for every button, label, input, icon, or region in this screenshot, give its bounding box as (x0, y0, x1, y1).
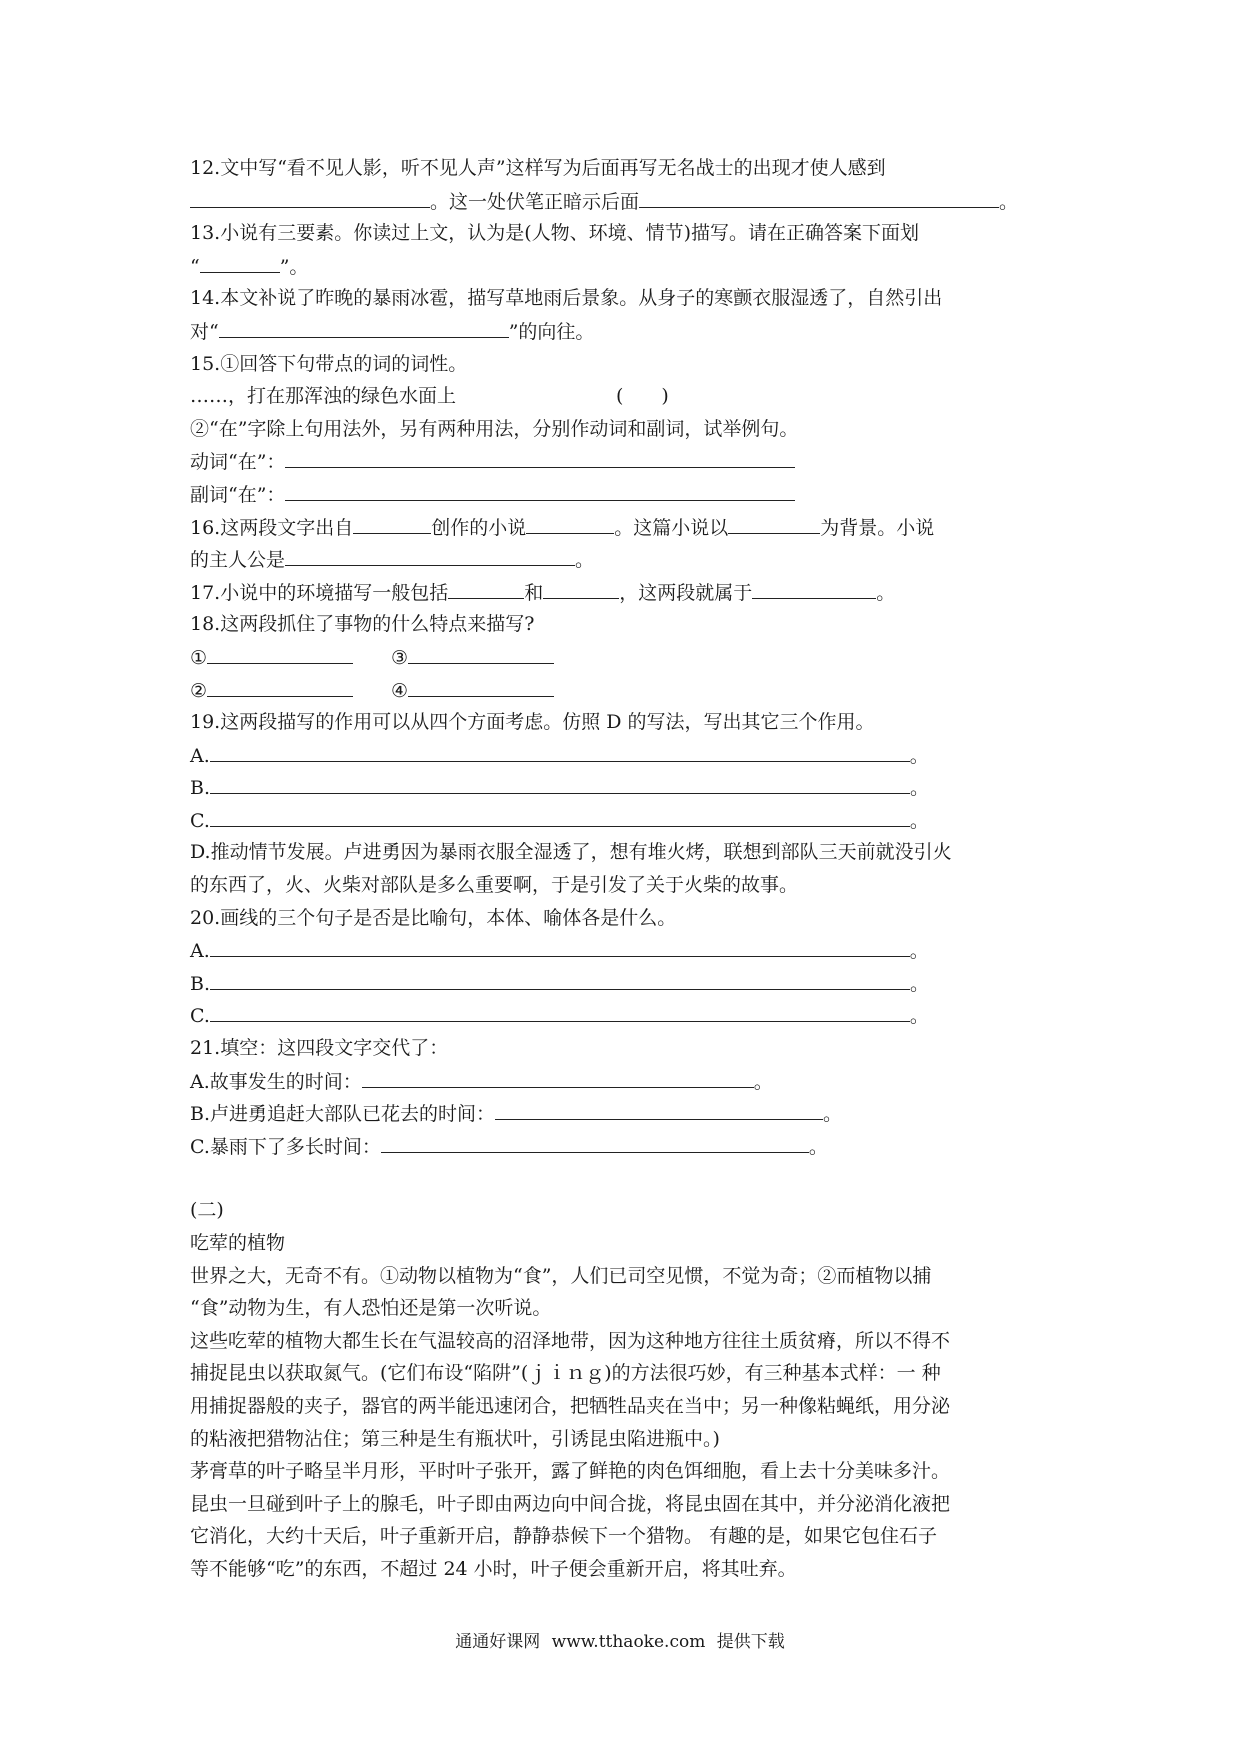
article-line: 用捕捉器般的夹子，器官的两半能迅速闭合，把牺牲品夹在当中；另一种像粘蝇纸，用分泌 (190, 1394, 951, 1417)
q15-answer-paren[interactable]: ( ) (616, 385, 669, 408)
q17-text-c: ，这两段就属于 (619, 581, 753, 604)
q15-line3: ②“在”字除上句用法外，另有两种用法，分别作动词和副词，试举例句。 (190, 417, 799, 440)
q21-line1: 21.填空：这四段文字交代了： (190, 1037, 449, 1060)
answer-blank[interactable] (210, 967, 910, 990)
option-c-label: C. (190, 1005, 210, 1028)
answer-blank[interactable] (728, 511, 820, 534)
article-line: 这些吃荤的植物大都生长在气温较高的沼泽地带，因为这种地方往往土质贫瘠，所以不得不 (190, 1329, 951, 1352)
period: 。 (823, 1103, 843, 1126)
period: 。 (910, 777, 930, 800)
q20-b (190, 967, 1060, 1000)
answer-blank[interactable] (639, 185, 999, 208)
q20-line1: 20.画线的三个句子是否是比喻句，本体、喻体各是什么。 (190, 906, 677, 929)
q16-text-f: 。 (575, 549, 595, 572)
answer-blank[interactable] (495, 1097, 823, 1120)
article-line: 昆虫一旦碰到叶子上的腺毛，叶子即由两边向中间合拢，将昆虫固在其中，并分泌消化液把 (190, 1492, 951, 1515)
article-line: 世界之大，无奇不有。①动物以植物为“食”，人们已司空见惯，不觉为奇；②而植物以捕 (190, 1264, 932, 1287)
article-title: 吃荤的植物 (190, 1232, 286, 1254)
q14-line2 (190, 315, 1060, 348)
footer-url[interactable]: www.tthaoke.com (551, 1632, 706, 1652)
q21-c-label: C.暴雨下了多长时间： (190, 1135, 381, 1158)
q12-line2 (190, 185, 1060, 218)
q16-text-c: 。这篇小说以 (614, 516, 729, 539)
q19-c (190, 804, 1060, 837)
period: 。 (808, 1135, 828, 1158)
marker-4: ④ (391, 679, 409, 702)
answer-blank[interactable] (285, 445, 795, 468)
q18-row2 (190, 674, 1060, 707)
period: 。 (909, 744, 929, 767)
article-line: 捕捉昆虫以获取氮气。(它们布设“陷阱”(ｊｉｎｇ)的方法很巧妙，有三种基本式样：一 种 (190, 1362, 941, 1385)
q12-mid-text: 。这一处伏笔正暗示后面 (430, 190, 640, 213)
verb-label: 动词“在”： (190, 451, 286, 474)
answer-blank[interactable] (362, 1065, 754, 1088)
period: 。 (909, 809, 929, 832)
q16-text-a: 16.这两段文字出自 (190, 516, 354, 539)
q16-line2 (190, 543, 1060, 576)
answer-blank[interactable] (285, 478, 795, 501)
marker-1: ① (190, 646, 208, 669)
page-footer (0, 1630, 1240, 1654)
q15-verb-line (190, 445, 1060, 478)
q14-pre-text: 对“ (190, 320, 219, 343)
answer-blank[interactable] (543, 576, 619, 599)
answer-blank[interactable] (190, 185, 430, 208)
q16-line1 (190, 511, 1060, 544)
article-line: 的粘液把猎物沾住；第三种是生有瓶状叶，引诱昆虫陷进瓶中。) (190, 1427, 720, 1450)
q17-text-a: 17.小说中的环境描写一般包括 (190, 581, 449, 604)
q13-line2 (190, 250, 1060, 283)
answer-blank[interactable] (210, 739, 910, 762)
q20-a (190, 934, 1060, 967)
q17-line (190, 576, 1060, 609)
section-heading: (二) (190, 1199, 224, 1222)
q19-a (190, 739, 1060, 772)
q13-line1: 13.小说有三要素。你读过上文，认为是(人物、环境、情节)描写。请在正确答案下面划 (190, 222, 920, 245)
marker-2: ② (190, 679, 208, 702)
answer-blank[interactable] (408, 674, 554, 697)
answer-blank[interactable] (219, 315, 509, 338)
q21-b (190, 1097, 1060, 1130)
q12-end-text: 。 (999, 190, 1019, 213)
period: 。 (909, 940, 929, 963)
q16-text-e: 的主人公是 (190, 549, 286, 572)
q16-text-b: 创作的小说 (431, 516, 527, 539)
answer-blank[interactable] (210, 999, 910, 1022)
q15-line2 (190, 380, 1060, 413)
answer-blank[interactable] (207, 641, 353, 664)
option-c-label: C. (190, 809, 210, 832)
q15-adverb-line (190, 478, 1060, 511)
marker-3: ③ (391, 646, 409, 669)
page-content (190, 152, 1060, 1586)
option-a-label: A. (190, 940, 210, 963)
answer-blank[interactable] (210, 934, 910, 957)
answer-blank[interactable] (526, 511, 614, 534)
answer-blank[interactable] (408, 641, 554, 664)
option-b-label: B. (190, 777, 211, 800)
q18-line1: 18.这两段抓住了事物的什么特点来描写? (190, 613, 535, 636)
footer-site-name: 通通好课网 (455, 1632, 541, 1652)
answer-blank[interactable] (210, 771, 910, 794)
answer-blank[interactable] (210, 804, 910, 827)
q13-close-quote: ”。 (279, 255, 309, 278)
q14-line1: 14.本文补说了昨晚的暴雨冰雹，描写草地雨后景象。从身子的寒颤衣服湿透了，自然引出 (190, 287, 943, 310)
answer-blank[interactable] (381, 1130, 809, 1153)
period: 。 (909, 1005, 929, 1028)
article-line: 茅膏草的叶子略呈半月形，平时叶子张开，露了鲜艳的肉色饵细胞，看上去十分美味多汁。 (190, 1460, 951, 1483)
q15-line1: 15.①回答下句带点的词的词性。 (190, 352, 468, 375)
answer-blank[interactable] (448, 576, 524, 599)
q17-text-b: 和 (524, 581, 544, 604)
answer-blank[interactable] (752, 576, 876, 599)
q19-b (190, 771, 1060, 804)
q19-d-line2: 的东西了，火、火柴对部队是多么重要啊，于是引发了关于火柴的故事。 (190, 874, 799, 897)
option-b-label: B. (190, 972, 211, 995)
footer-note: 提供下载 (716, 1632, 785, 1652)
answer-blank[interactable] (200, 250, 280, 273)
q21-b-label: B.卢进勇追赶大部队已花去的时间： (190, 1103, 496, 1126)
option-a-label: A. (190, 744, 210, 767)
q20-c (190, 999, 1060, 1032)
answer-blank[interactable] (285, 543, 575, 566)
article-line: 等不能够“吃”的东西，不超过 24 小时，叶子便会重新开启，将其吐弃。 (190, 1557, 797, 1580)
q12-line1: 12.文中写“看不见人影，听不见人声”这样写为后面再写无名战士的出现才使人感到 (190, 157, 886, 179)
q13-open-quote: “ (190, 255, 200, 278)
q17-text-d: 。 (876, 581, 896, 604)
q21-c (190, 1130, 1060, 1163)
q21-a (190, 1065, 1060, 1098)
period: 。 (910, 972, 930, 995)
answer-blank[interactable] (207, 674, 353, 697)
adverb-label: 副词“在”： (190, 483, 286, 506)
article-line: “食”动物为生，有人恐怕还是第一次听说。 (190, 1297, 552, 1320)
answer-blank[interactable] (353, 511, 431, 534)
q16-text-d: 为背景。小说 (820, 516, 935, 539)
q19-d-line1: D.推动情节发展。卢进勇因为暴雨衣服全湿透了，想有堆火烤，联想到部队三天前就没引火 (190, 841, 952, 864)
q21-a-label: A.故事发生的时间： (190, 1070, 362, 1093)
q14-post-text: ”的向往。 (508, 320, 595, 343)
q18-row1 (190, 641, 1060, 674)
q19-line1: 19.这两段描写的作用可以从四个方面考虑。仿照 D 的写法，写出其它三个作用。 (190, 711, 875, 734)
article-line: 它消化，大约十天后，叶子重新开启，静静恭候下一个猎物。 有趣的是，如果它包住石子 (190, 1525, 938, 1548)
q15-sentence: ……，打在那浑浊的绿色水面上 (190, 385, 457, 408)
period: 。 (753, 1070, 773, 1093)
